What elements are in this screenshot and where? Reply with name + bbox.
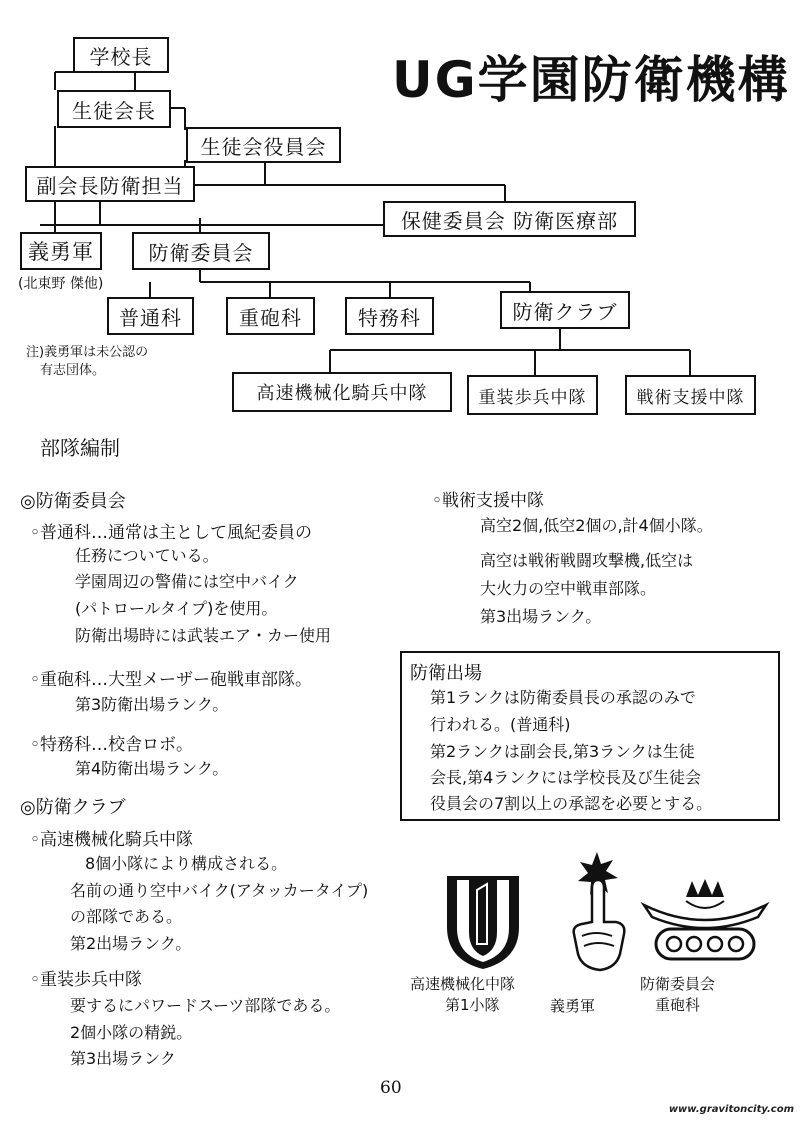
volunteer-army-box: 義勇軍: [20, 232, 102, 270]
footnote-line: 有志団体。: [40, 363, 106, 378]
special-duty-box: 特務科: [345, 297, 434, 335]
emblem-label: 義勇軍: [550, 997, 596, 1015]
item-line: の部隊である。: [70, 907, 183, 926]
defense-club-box: 防衛クラブ: [500, 291, 630, 329]
cavalry-item: ◦高速機械化騎兵中隊: [30, 830, 194, 850]
item-line: 高空2個,低空2個の,計4個小隊。: [480, 516, 713, 535]
item-line: 8個小隊により構成される。: [85, 854, 288, 873]
tank-emblem-icon: [640, 877, 770, 972]
general-division-box: 普通科: [107, 297, 194, 335]
deployment-line: 第1ランクは防衛委員長の承認のみで: [430, 688, 696, 707]
principal-box: 学校長: [73, 37, 169, 73]
item-line: 学園周辺の警備には空中バイク: [75, 572, 299, 591]
defense-committee-box: 防衛委員会: [132, 232, 270, 270]
item-line: 大火力の空中戦車部隊。: [480, 579, 657, 598]
council-officers-box: 生徒会役員会: [186, 127, 341, 163]
deployment-line: 行われる。(普通科): [430, 715, 571, 734]
footnote-line: 注)義勇軍は未公認の: [26, 345, 149, 360]
emblem-label: 防衛委員会: [640, 975, 716, 993]
item-line: 第3防衛出場ランク。: [75, 695, 229, 714]
item-line: 名前の通り空中バイク(アタッカータイプ): [70, 881, 369, 900]
heavy-artillery-box: 重砲科: [226, 297, 315, 335]
shield-emblem-icon: [443, 872, 523, 972]
item-line: 第3出場ランク: [70, 1049, 176, 1068]
composition-heading: 部隊編制: [40, 436, 120, 460]
item-line: 第3出場ランク。: [480, 607, 602, 626]
item-line: (パトロールタイプ)を使用。: [75, 599, 278, 618]
heavy-infantry-item: ◦重装歩兵中隊: [30, 970, 143, 990]
volunteer-members-note: (北東野 傑他): [18, 276, 104, 292]
club-title: ◎防衛クラブ: [20, 797, 126, 818]
emblem-label: 重砲科: [655, 996, 701, 1014]
deployment-line: 会長,第4ランクには学校長及び生徒会: [430, 768, 701, 787]
page-title: UG学園防衛機構: [392, 51, 790, 109]
cavalry-company-box: 高速機械化騎兵中隊: [232, 372, 452, 412]
item-line: 防衛出場時には武装エア・カー使用: [75, 626, 332, 645]
committee-title: ◎防衛委員会: [20, 491, 126, 512]
deployment-line: 役員会の7割以上の承認を必要とする。: [430, 794, 713, 813]
item-line: 第2出場ランク。: [70, 934, 192, 953]
general-division-item: ◦普通科…通常は主として風紀委員の: [30, 523, 313, 543]
deployment-line: 第2ランクは副会長,第3ランクは生徒: [430, 742, 695, 761]
student-president-box: 生徒会長: [57, 90, 171, 128]
item-line: 2個小隊の精鋭。: [70, 1023, 193, 1042]
item-line: 任務についている。: [75, 546, 219, 565]
watermark: www.gravitoncity.com: [668, 1104, 794, 1115]
item-line: 第4防衛出場ランク。: [75, 759, 229, 778]
health-committee-box: 保健委員会 防衛医療部: [383, 201, 636, 237]
page-number: 60: [380, 1078, 402, 1098]
tactical-support-item: ◦戦術支援中隊: [432, 491, 545, 511]
emblem-label: 高速機械化中隊: [410, 975, 516, 993]
vice-president-defense-box: 副会長防衛担当: [25, 166, 195, 202]
emblem-label: 第1小隊: [445, 996, 500, 1014]
heavy-infantry-box: 重装歩兵中隊: [467, 375, 598, 415]
heavy-artillery-item: ◦重砲科…大型メーザー砲戦車部隊。: [30, 670, 313, 690]
deployment-panel: [400, 651, 780, 821]
tactical-support-box: 戦術支援中隊: [625, 375, 756, 415]
finger-emblem-icon: [560, 850, 635, 975]
item-line: 要するにパワードスーツ部隊である。: [70, 996, 341, 1015]
special-duty-item: ◦特務科…校舎ロボ。: [30, 735, 194, 755]
deployment-title: 防衛出場: [410, 663, 482, 684]
item-line: 高空は戦術戦闘攻撃機,低空は: [480, 551, 694, 570]
